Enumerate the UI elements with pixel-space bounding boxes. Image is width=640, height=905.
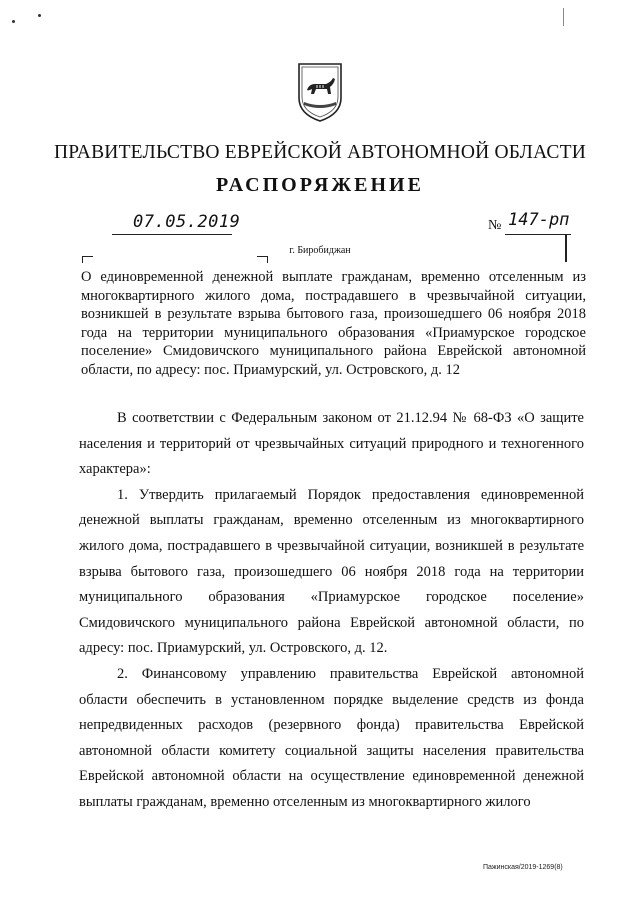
scan-speck [38, 14, 41, 17]
document-date: 07.05.2019 [133, 212, 241, 232]
document-number: 147-рп [508, 210, 570, 230]
document-subject: О единовременной денежной выплате гражданам, временно отселенным из многоквартирного жилого дома, пострадавшего в чрезвычайной ситуации, возникшей в результате взрыва бытового газа, произошедшего 06 ноября 2018 года на территории муниципального образования «Приамурское городское поселение» Смидовичского муниципального района Еврейской автономной области, по адресу: пос. Приамурский, ул. Островского, д. 12 [81, 269, 586, 378]
document-type-heading: РАСПОРЯЖЕНИЕ [216, 174, 424, 196]
preamble-paragraph: В соответствии с Федеральным законом от 21.12.94 № 68-ФЗ «О защите населения и территорий от чрезвычайных ситуаций природного и техногенного характера»: [79, 410, 584, 478]
margin-mark [565, 234, 567, 262]
coat-of-arms-emblem [295, 60, 345, 124]
document-body [79, 406, 584, 816]
subject-bracket-left [82, 256, 93, 263]
subject-bracket-right [257, 256, 268, 263]
item-2-paragraph: 2. Финансовому управлению правительства Еврейской автономной области обеспечить в установленном порядке выделение средств из фонда непредвиденных расходов (резервного фонда) правительства Еврейской автономной области комитету социальной защиты населения правительства Еврейской автономной области на осуществление единовременной денежной выплаты гражданам, временно отселенным из многоквартирного жилого [79, 665, 584, 810]
city-label: г. Биробиджан [289, 245, 351, 256]
government-title: ПРАВИТЕЛЬСТВО ЕВРЕЙСКОЙ АВТОНОМНОЙ ОБЛАСТИ [53, 142, 587, 163]
item-1-paragraph: 1. Утвердить прилагаемый Порядок предоставления единовременной денежной выплаты гражданам, временно отселенным из многоквартирного жилого дома, пострадавшего в чрезвычайной ситуации, возникшей в результате взрыва бытового газа, произошедшего 06 ноября 2018 года на территории муниципального образования «Приамурское городское поселение» Смидовичского муниципального района Еврейской автономной области, по адресу: пос. Приамурский, ул. Островского, д. 12. [79, 486, 584, 657]
scan-speck [12, 20, 15, 23]
date-underline [112, 234, 232, 235]
number-underline [505, 234, 571, 235]
footer-document-code: Пажинская/2019-1269(8) [483, 864, 563, 871]
number-prefix: № [488, 218, 502, 233]
scan-mark [563, 8, 564, 26]
